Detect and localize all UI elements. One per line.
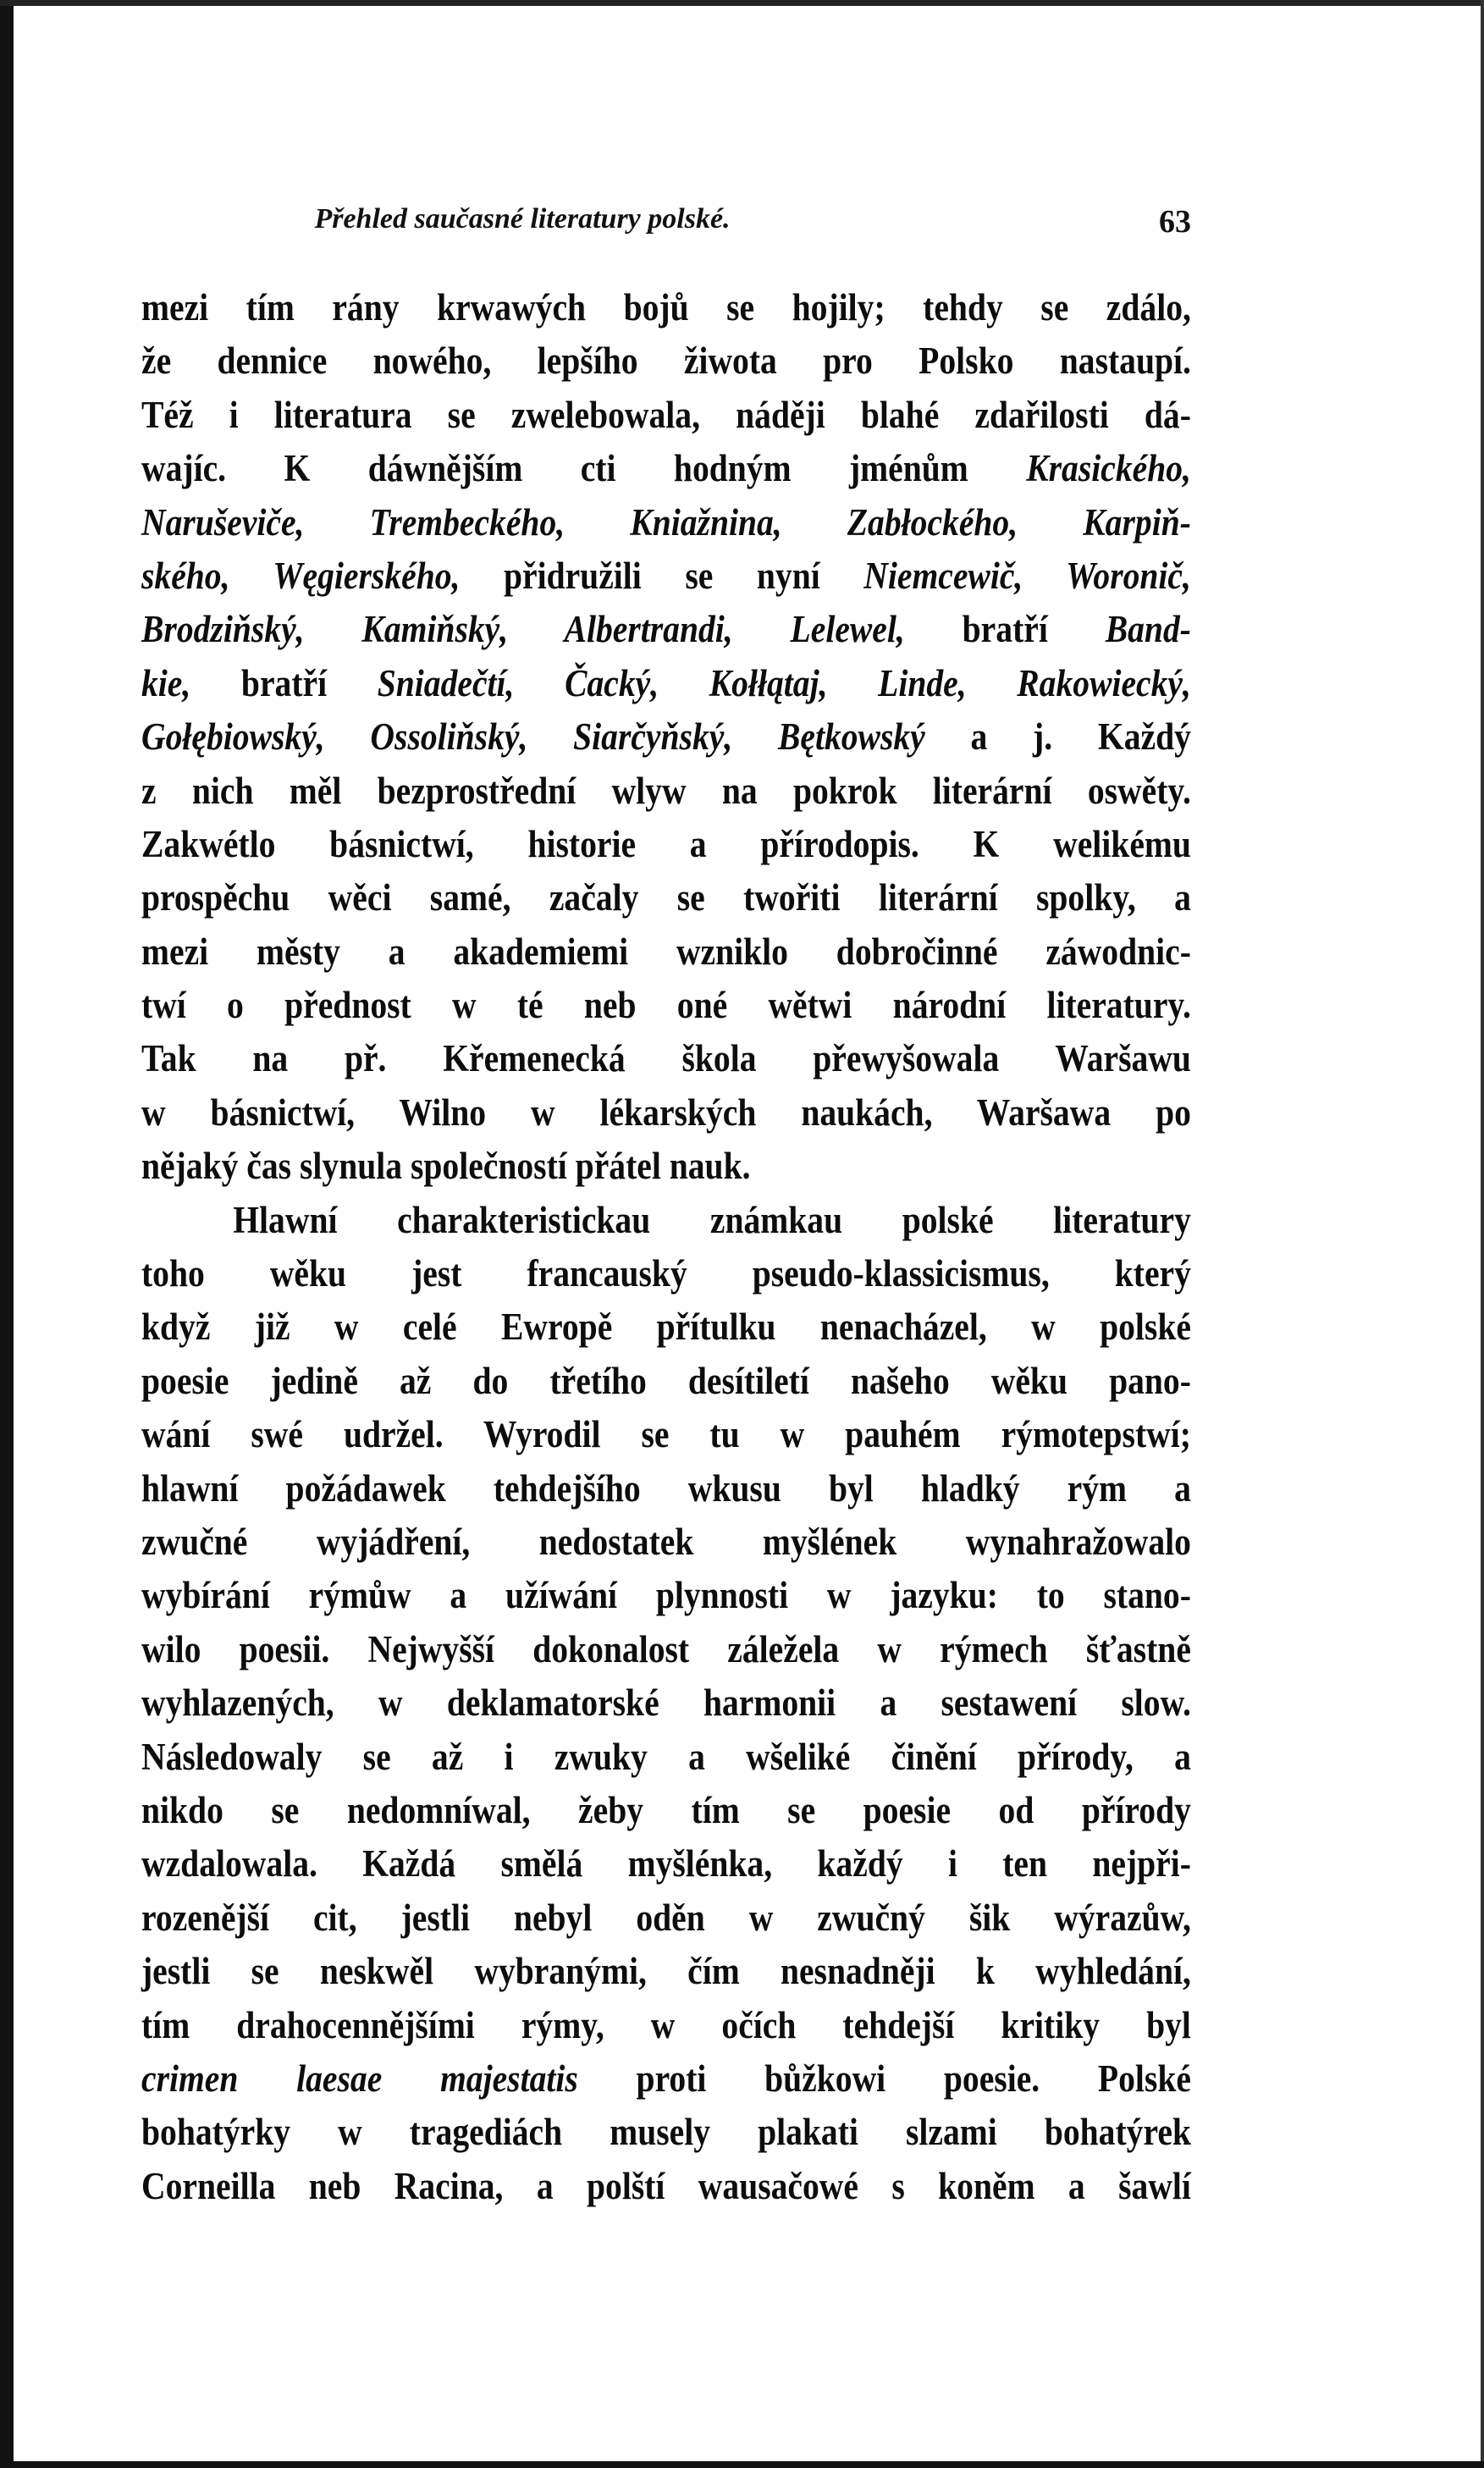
italic-text: Sniadečtí, Čacký, Kołłątaj, Linde, Rakowiecký, — [377, 661, 1191, 704]
page-number: 63 — [1159, 204, 1191, 240]
text-segment: w básnictwí, Wilno w lékarských naukách, Waršawa po — [141, 1090, 1191, 1134]
page-body — [141, 281, 1191, 2213]
text-segment: přidružili se nyní — [503, 554, 864, 597]
text-segment: tím drahocennějšími rýmy, w očích tehdejší kritiky byl — [141, 2003, 1191, 2046]
running-title: Přehled saučasné literatury polské. — [314, 203, 731, 235]
text-line — [141, 1140, 1191, 1193]
text-line — [141, 765, 1191, 818]
text-segment: zwučné wyjádření, nedostatek myšlének wynahražowalo — [141, 1520, 1191, 1563]
scan-edge-top — [0, 0, 1484, 6]
text-segment: Corneilla neb Racina, a polští wausačowé s koněm a šawlí — [141, 2164, 1191, 2207]
page-header — [141, 203, 1191, 254]
text-line — [141, 2160, 1191, 2213]
text-segment: nikdo se nedomníwal, žeby tím se poesie od přírody — [141, 1788, 1191, 1831]
text-line — [141, 925, 1191, 979]
scan-edge-bottom — [0, 2461, 1484, 2468]
text-line — [141, 871, 1191, 925]
italic-text: ského, Węgierského, — [141, 554, 504, 597]
text-line — [141, 710, 1191, 764]
text-segment: jestli se neskwěl wybranými, čím nesnadněji k wyhledání, — [141, 1950, 1191, 1993]
italic-text: Brodziňský, Kamiňský, Albertrandi, Lelewel, — [141, 608, 963, 651]
text-segment: bratří — [962, 608, 1106, 651]
text-segment: bohatýrky w tragediách musely plakati slzami bohatýrek — [141, 2111, 1191, 2154]
text-line — [141, 1194, 1191, 1247]
text-line — [141, 1355, 1191, 1408]
text-segment: proti bůžkowi poesie. Polské — [636, 2057, 1191, 2100]
text-segment: mezi městy a akademiemi wzniklo dobročinné záwodnic- — [141, 930, 1191, 973]
text-line — [141, 1086, 1191, 1140]
text-line — [141, 442, 1191, 495]
text-segment: bratří — [240, 661, 378, 704]
text-line — [141, 1891, 1191, 1945]
text-segment: wyhlazených, w deklamatorské harmonii a sestawení slow. — [141, 1681, 1191, 1725]
text-line — [141, 549, 1191, 603]
text-segment: wybírání rýmůw a užíwání plynnosti w jazyku: to stano- — [141, 1574, 1191, 1617]
text-segment: wání swé udržel. Wyrodil se tu w pauhém rýmotepstwí; — [141, 1413, 1191, 1456]
text-line — [141, 1300, 1191, 1354]
text-segment: poesie jedině až do třetího desítiletí našeho wěku pano- — [141, 1359, 1191, 1402]
text-line — [141, 281, 1191, 334]
text-line — [141, 1247, 1191, 1300]
italic-text: Band- — [1105, 608, 1191, 651]
text-line — [141, 603, 1191, 656]
text-segment: a j. Každý — [970, 715, 1191, 759]
text-segment: wajíc. K dáwnějším cti hodným jménům — [141, 447, 1027, 490]
italic-text: Gołębiowský, Ossoliňský, Siarčyňský, Bętkowský — [141, 715, 971, 759]
text-line — [141, 2052, 1191, 2106]
text-segment: Následowaly se až i zwuky a wšeliké činění přírody, a — [141, 1735, 1191, 1778]
text-line — [141, 1569, 1191, 1622]
text-line — [141, 1408, 1191, 1461]
text-line — [141, 1462, 1191, 1516]
text-segment: Tak na př. Křemenecká škola přewyšowala Waršawu — [141, 1037, 1191, 1080]
text-segment: toho wěku jest francauský pseudo-klassicismus, který — [141, 1252, 1191, 1295]
text-line — [141, 1784, 1191, 1837]
italic-text: Naruševiče, Trembeckého, Kniažnina, Zabłockého, Karpiň- — [141, 500, 1191, 544]
text-line — [141, 1999, 1191, 2052]
text-line — [141, 1731, 1191, 1784]
text-line — [141, 1945, 1191, 1998]
text-segment: když již w celé Ewropě přítulku nenacházel, w polské — [141, 1306, 1191, 1349]
text-line — [141, 1837, 1191, 1891]
italic-text: Krasického, — [1026, 447, 1191, 490]
text-line — [141, 1676, 1191, 1730]
text-line — [141, 1623, 1191, 1676]
italic-text: kie, — [141, 661, 241, 704]
scan-edge-left — [0, 0, 14, 2468]
text-segment: Zakwétlo básnictwí, historie a přírodopis. K welikému — [141, 822, 1191, 865]
italic-text: Niemcewič, Woronič, — [863, 554, 1191, 597]
text-line — [141, 496, 1191, 549]
text-line — [141, 1032, 1191, 1085]
text-segment: Též i literatura se zwelebowala, náději blahé zdařilosti dá- — [141, 393, 1191, 436]
text-segment: wzdalowala. Každá smělá myšlénka, každý i ten nejpři- — [141, 1842, 1191, 1886]
text-segment: že dennice nowého, lepšího žiwota pro Polsko nastaupí. — [141, 340, 1191, 383]
text-segment: Hlawní charakteristickau známkau polské literatury — [233, 1198, 1191, 1241]
text-line — [141, 334, 1191, 388]
text-segment: twí o přednost w té neb oné wětwi národní literatury. — [141, 984, 1191, 1027]
text-line — [141, 818, 1191, 871]
text-line — [141, 979, 1191, 1032]
text-segment: z nich měl bezprostřední wlyw na pokrok literární oswěty. — [141, 769, 1191, 812]
text-segment: rozenější cit, jestli nebyl oděn w zwučný šik wýrazůw, — [141, 1896, 1191, 1939]
text-segment: wilo poesii. Nejwyšší dokonalost záležela w rýmech šťastně — [141, 1627, 1191, 1670]
text-segment: mezi tím rány krwawých bojů se hojily; tehdy se zdálo, — [141, 286, 1191, 329]
text-line — [141, 2106, 1191, 2159]
text-line — [141, 389, 1191, 442]
text-line — [141, 657, 1191, 710]
text-segment: prospěchu wěci samé, začaly se twořiti literární spolky, a — [141, 876, 1191, 919]
text-segment: hlawní požádawek tehdejšího wkusu byl hladký rým a — [141, 1466, 1191, 1510]
scan-edge-right — [1481, 0, 1484, 2468]
text-line — [141, 1516, 1191, 1569]
italic-text: crimen laesae majestatis — [141, 2057, 637, 2100]
text-segment: nějaký čas slynula společností přátel nauk. — [141, 1145, 751, 1188]
